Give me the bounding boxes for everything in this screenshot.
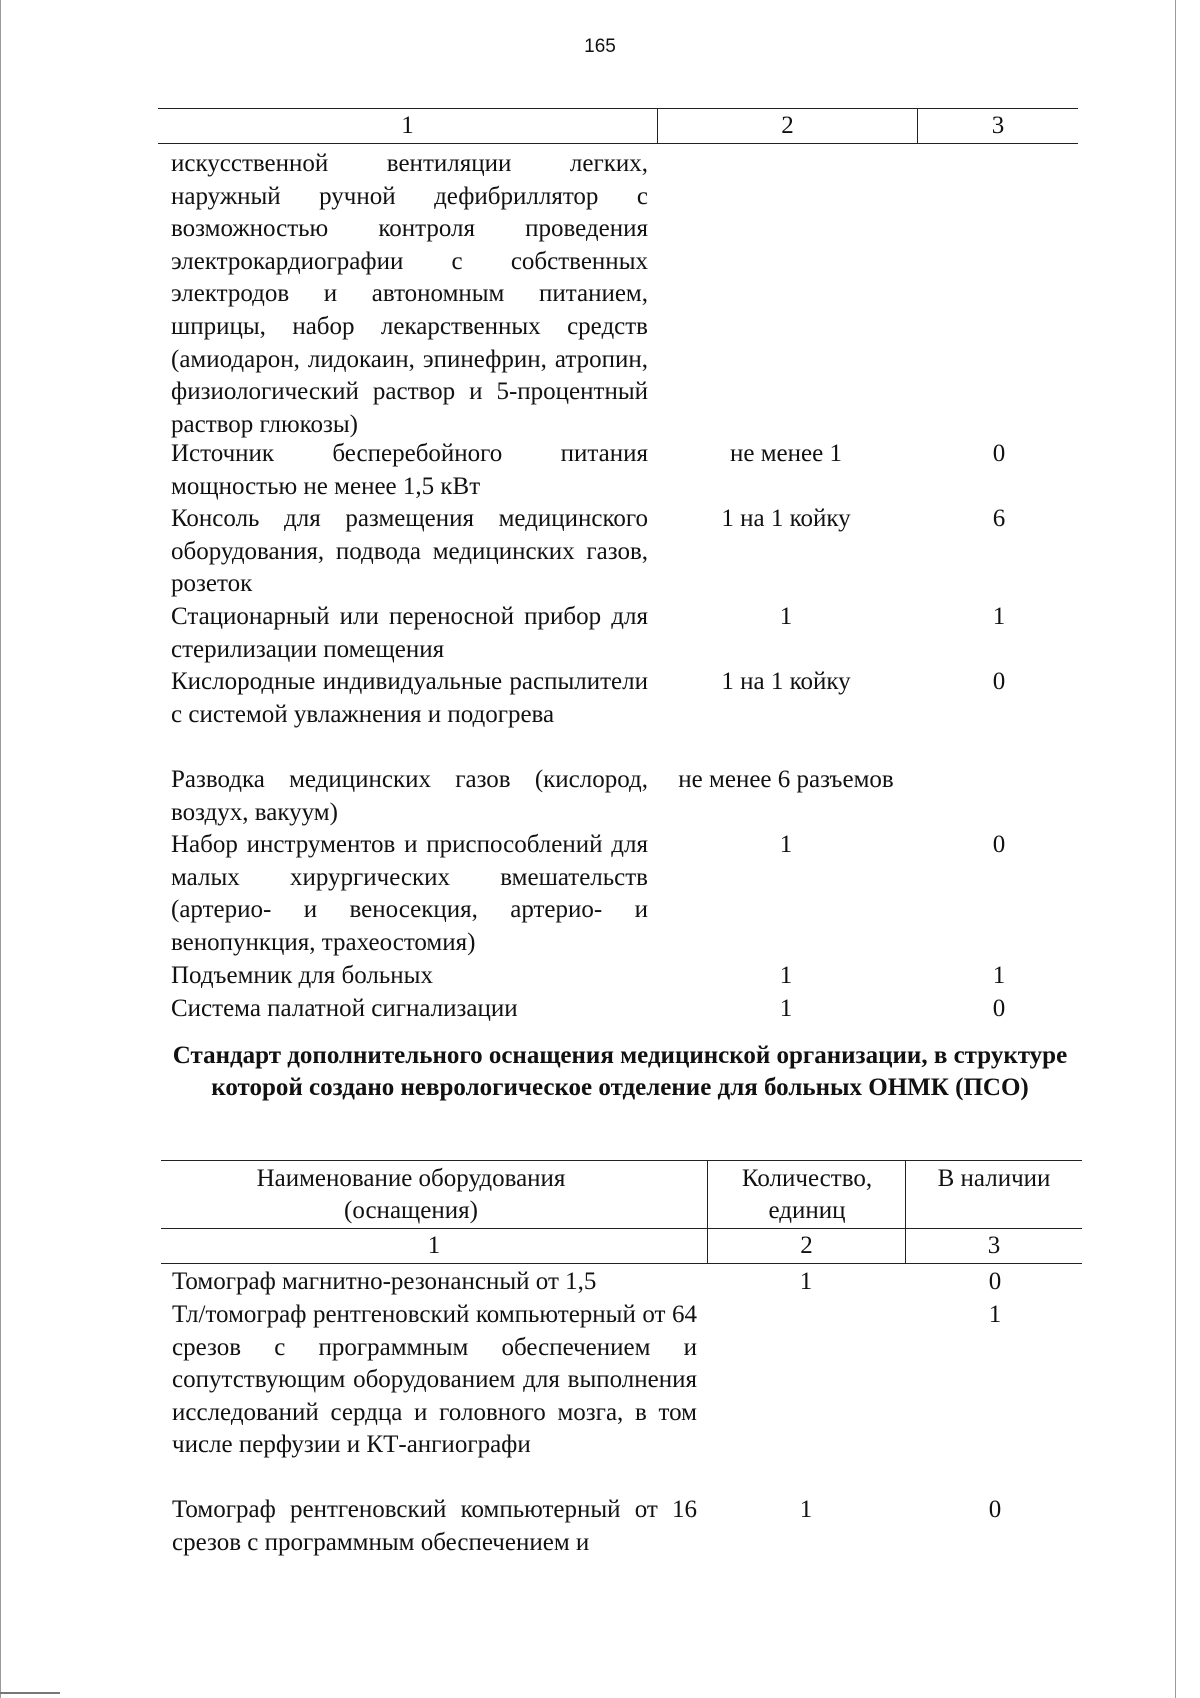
table1-col2-number: 2 bbox=[781, 112, 794, 139]
equipment-name: искусственной вентиляции легких, наружный ручной дефибриллятор с возможностью контроля проведения электрокардиографии с собственных электродов и автономным питанием, шприцы, набор лекарственных средств (амиодарон, лидокаин, эпинефрин, атропин, физиологический раствор и 5-процентный раствор глюкозы) bbox=[171, 150, 648, 438]
equipment-name: Набор инструментов и приспособлений для малых хирургических вмешательств (артерио- и веносекция, артерио- и венопункция, трахеостомия) bbox=[171, 831, 648, 956]
table1-header bbox=[158, 108, 1078, 144]
table2-col3-number: 3 bbox=[987, 1232, 1001, 1259]
quantity: 1 bbox=[779, 995, 793, 1022]
equipment-name: Тл/томограф рентгеновский компьютерный от 64 срезов с программным обеспечением и сопутствующим оборудованием для выполнения исследований сердца и головного мозга, в том числе перфузии и КТ-ангиографи bbox=[172, 1301, 697, 1459]
table2-header-name: Наименование оборудования (оснащения) bbox=[256, 1165, 566, 1224]
section-title: Стандарт дополнительного оснащения медицинской организации, в структуре которой создано неврологическое отделение для больных ОНМК (ПСО) bbox=[172, 1042, 1068, 1101]
scan-left-edge bbox=[0, 0, 1, 1698]
equipment-name: Система палатной сигнализации bbox=[171, 995, 518, 1022]
table2-col2-number: 2 bbox=[800, 1232, 813, 1259]
quantity: 1 bbox=[779, 962, 793, 989]
availability: 0 bbox=[992, 668, 1006, 695]
availability: 1 bbox=[992, 603, 1006, 630]
equipment-name: Консоль для размещения медицинского оборудования, подвода медицинских газов, розеток bbox=[171, 505, 648, 598]
table2-header-availability: В наличии bbox=[937, 1165, 1051, 1192]
table1-col3-number: 3 bbox=[991, 112, 1005, 139]
equipment-name: Кислородные индивидуальные распылители с системой увлажнения и подогрева bbox=[171, 668, 648, 728]
availability: 1 bbox=[992, 962, 1006, 989]
quantity: 1 bbox=[799, 1268, 813, 1295]
quantity: не менее 1 bbox=[730, 440, 842, 467]
availability: 6 bbox=[992, 505, 1006, 532]
availability: 0 bbox=[992, 995, 1006, 1022]
equipment-name: Источник бесперебойного питания мощностью не менее 1,5 кВт bbox=[171, 440, 648, 500]
quantity: 1 bbox=[779, 831, 793, 858]
table2-header bbox=[161, 1160, 1082, 1264]
equipment-name: Стационарный или переносной прибор для стерилизации помещения bbox=[171, 603, 648, 663]
equipment-name: Разводка медицинских газов (кислород, воздух, вакуум) bbox=[171, 766, 648, 826]
quantity: 1 bbox=[779, 603, 793, 630]
quantity: 1 на 1 койку bbox=[721, 668, 851, 695]
equipment-name: Томограф магнитно-резонансный от 1,5 bbox=[172, 1268, 597, 1295]
quantity: не менее 6 разъемов bbox=[678, 766, 894, 793]
equipment-name: Томограф рентгеновский компьютерный от 16 срезов с программным обеспечением и bbox=[172, 1496, 697, 1556]
table2-header-quantity: Количество, единиц bbox=[741, 1165, 873, 1224]
scan-right-edge bbox=[1175, 0, 1176, 1698]
page-number: 165 bbox=[584, 36, 616, 57]
availability: 0 bbox=[992, 440, 1006, 467]
equipment-name: Подъемник для больных bbox=[171, 962, 433, 989]
scan-bottom-mark bbox=[0, 1692, 60, 1694]
availability: 1 bbox=[988, 1301, 1002, 1328]
quantity: 1 на 1 койку bbox=[721, 505, 851, 532]
quantity: 1 bbox=[799, 1496, 813, 1523]
table2-col1-number: 1 bbox=[427, 1232, 441, 1259]
table1-col1-number: 1 bbox=[401, 112, 414, 139]
availability: 0 bbox=[988, 1268, 1002, 1295]
availability: 0 bbox=[992, 831, 1006, 858]
availability: 0 bbox=[988, 1496, 1002, 1523]
